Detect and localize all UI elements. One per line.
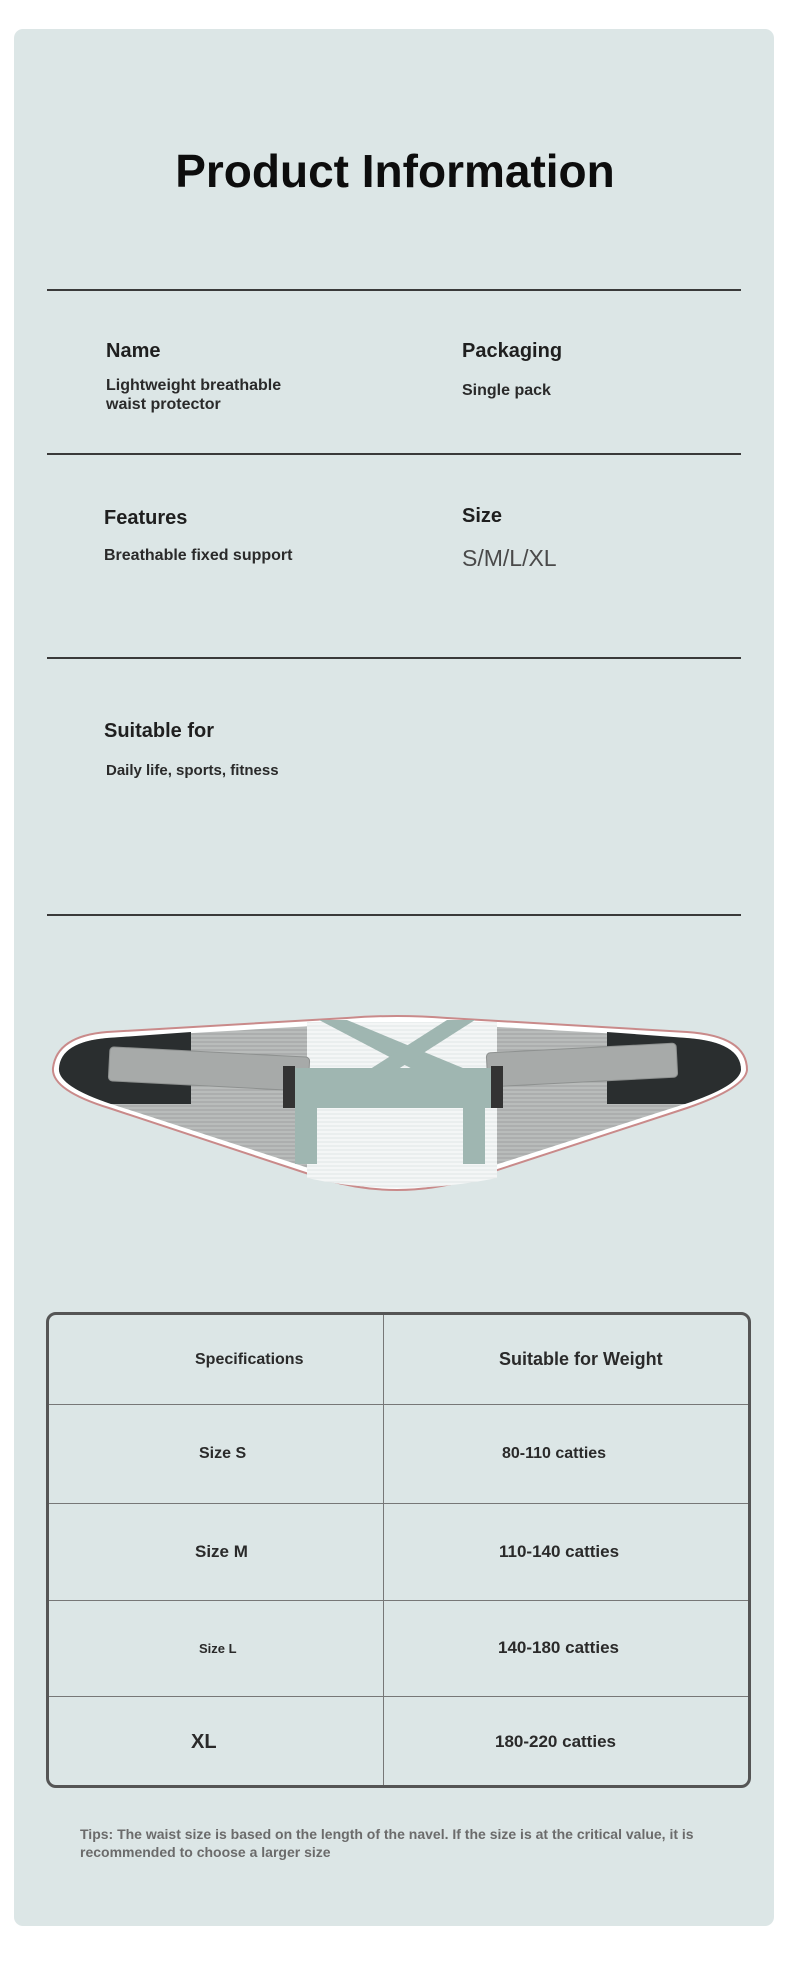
features-label: Features [104,507,188,529]
suitable-label: Suitable for [104,720,215,742]
table-row [49,1600,748,1697]
weight-cell: 180-220 catties [495,1732,616,1751]
weight-cell: 80-110 catties [502,1444,607,1462]
divider-2 [47,453,741,455]
divider-1 [47,289,741,291]
table-row [49,1696,748,1788]
waist-belt-image [47,1008,749,1198]
size-cell: XL [191,1730,217,1753]
size-cell: Size M [195,1541,248,1561]
size-cell: Size S [199,1444,247,1462]
belt-vertical-strap-left [295,1104,317,1164]
belt-center-band [295,1068,491,1108]
tips-line1: Tips: The waist size is based on the length of the navel. If the size is at the critical value, it is [80,1826,694,1842]
table-row [49,1503,748,1601]
belt-vertical-strap-right [463,1104,485,1164]
size-cell: Size L [199,1640,237,1656]
tips-line2: recommended to choose a larger size [80,1844,331,1860]
name-value [106,376,281,414]
divider-4 [47,914,741,916]
table-header-row [49,1315,748,1405]
header-spec: Specifications [195,1350,304,1368]
spec-table [46,1312,751,1788]
belt-buckle-left [283,1066,295,1108]
page-title: Product Information [175,145,615,197]
size-value: S/M/L/XL [462,545,557,571]
packaging-label: Packaging [462,340,563,362]
packaging-value: Single pack [462,382,551,399]
table-row [49,1404,748,1504]
belt-buckle-right [491,1066,503,1108]
suitable-value: Daily life, sports, fitness [106,762,279,779]
name-value-line1: Lightweight breathable [106,377,282,394]
divider-3 [47,657,741,659]
weight-cell: 140-180 catties [498,1638,619,1657]
size-label: Size [462,505,503,527]
header-weight: Suitable for Weight [499,1349,663,1369]
features-value: Breathable fixed support [104,547,293,564]
weight-cell: 110-140 catties [499,1541,620,1561]
name-label: Name [106,340,161,362]
size-tips [80,1825,720,1861]
name-value-line2: waist protector [106,396,221,413]
